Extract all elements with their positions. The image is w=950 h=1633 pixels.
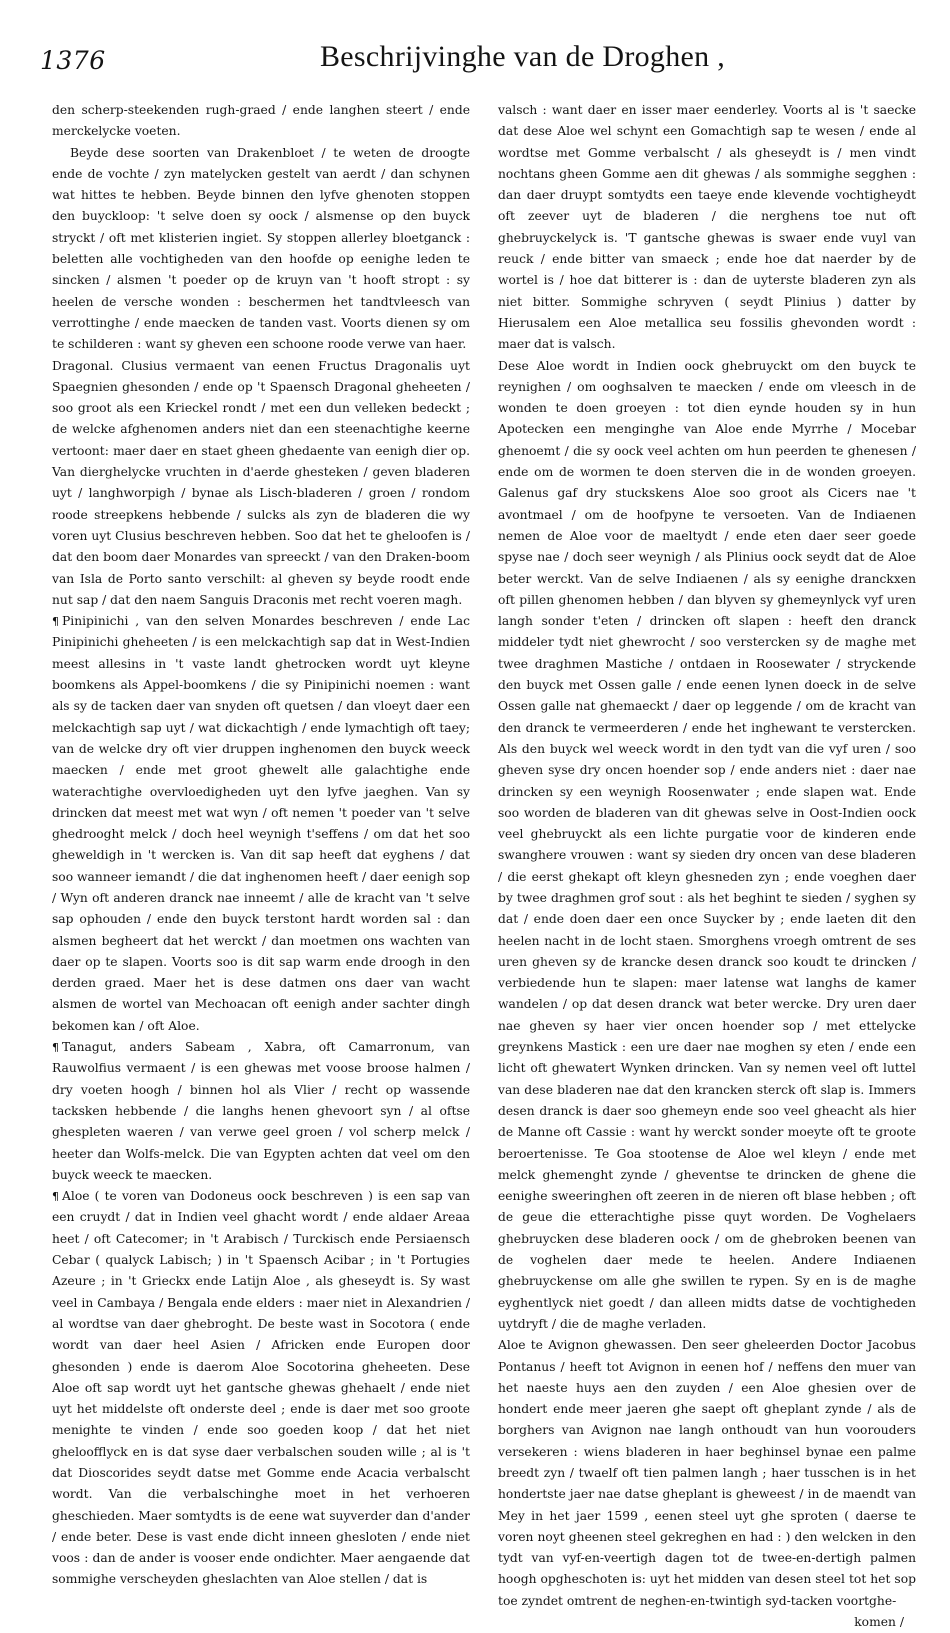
paragraph: [498, 100, 916, 356]
paragraph-text: Dese Aloe wordt in Indien oock ghebruyckt om den buyck te reynighen / om ooghsalven te maecken / ende om vleesch in de wonden te doen groeyen : tot dien eynde houden sy in hun Apotecken een menginghe van Aloe ende Myrrhe / Mocebar ghenoemt / die sy oock veel achten om hun peerden te ghenesen / ende om de wormen te doen sterven die in de wonden groeyen. Galenus gaf dry stuckskens Aloe soo groot als Cicers nae 't avontmael / om de hoofpyne te versoeten. Van de Indiaenen nemen de Aloe voor de maeltydt / ende eten daer seer goede spyse nae / doch seer weynigh / als Plinius oock seydt dat de Aloe beter werckt. Van de selve Indiaenen / als sy eenighe dranckxen oft pillen ghenomen hebben / dan blyven sy ghemeynlyck vyf uren langh sonder t'eten / drincken oft slapen : heeft den dranck middeler tydt niet ghewrocht / soo verstercken sy de maghe met twee draghmen Mastiche / ontdaen in Roosewater / stryckende den buyck met Ossen galle / ende eenen lynen doeck in de selve Ossen galle nat ghemaeckt / daer op leggende / om de kracht van den dranck te vermeerderen / ende het inghewant te verstercken. Als den buyck wel weeck wordt in den tydt van die vyf uren / soo gheven syse dry oncen hoender sop / ende anders niet : daer nae drincken sy een weynigh Roosenwater ; ende slapen wat. Ende soo worden de bladeren van dit ghewas selve in Oost-Indien oock veel ghebruyckt als een lichte purgatie voor de kinderen ende swanghere vrouwen : want sy sieden dry oncen van dese bladeren / die eerst ghekapt oft kleyn ghesneden zyn ; ende voeghen daer by twee draghmen grof sout : als het beghint te sieden / syghen sy dat / ende doen daer een once Suycker by ; ende laeten dit den heelen nacht in de locht staen. Smorghens vroegh omtrent de ses uren gheven sy de krancke desen dranck soo koudt te drincken / verbiedende hun te slapen: maer latense wat langhs de kamer wandelen / op dat desen dranck wat beter wercke. Dry uren daer nae gheven sy haer vier oncen hoender sop / met ettelycke greynkens Mastick : een ure daer nae moghen sy eten / ende een licht oft ghewatert Wynken drincken. Van sy nemen veel oft luttel van dese bladeren nae dat den krancken sterck oft slap is. Immers desen dranck is daer soo ghemeyn ende soo veel gheacht als hier de Manne oft Cassie : want hy werckt sonder moeyte oft te groote beroertenisse. Te Goa stootense de Aloe wel kleyn / ende met melck ghemenght zynde / gheventse te drincken de ghene die eenighe sweeringhen oft zeeren in de nieren oft blase hebben ; oft de geue die etterachtighe pisse quyt worden. De Voghelaers ghebruycken dese bladeren oock / om de ghebroken beenen van de voghelen daer mede te heelen. Andere Indiaenen ghebruyckense om alle ghe swillen te rypen. Sy en is de maghe eyghentlyck niet goedt / dan alleen midts datse de vochtigheden uytdryft / die de maghe verladen.: [498, 358, 916, 1331]
pilcrow-icon: ¶: [52, 1190, 59, 1204]
paragraph-text: Tanagut, anders Sabeam , Xabra, oft Camarronum, van Rauwolfius vermaent / is een ghewas met voose broose halmen / dry voeten hoogh / binnen hol als Vlier / recht op wassende tacksken hebbende / die langhs henen ghevoort syn / al oftse ghespleten waeren / van verwe geel groen / vol scherp melck / heeter dan Wolfs-melck. Die van Egypten achten dat veel om den buyck weeck te maecken.: [52, 1040, 470, 1182]
paragraph-text: valsch : want daer en isser maer eenderley. Voorts al is 't saecke dat dese Aloe wel schynt een Gomachtigh sap te wesen / ende al wordtse met Gomme verbalscht / als gheseydt is / men vindt nochtans gheen Gomme aen dit ghewas / als sommighe segghen : dan daer druypt somtydts een taeye ende klevende vochtigheydt oft zeever uyt de bladeren / die nerghens toe nut oft ghebruyckelyck is. 'T gantsche ghewas is swaer ende vuyl van reuck / ende bitter van smaeck ; ende hoe dat naerder by de wortel is / hoe dat bitterer is : dan de uyterste bladeren zyn als niet bitter. Sommighe schryven ( seydt Plinius ) datter by Hierusalem een Aloe metallica seu fossilis ghevonden wordt : maer dat is valsch.: [498, 103, 916, 352]
paragraph: [52, 1037, 470, 1186]
paragraph-text: Aloe te Avignon ghewassen. Den seer gheleerden Doctor Jacobus Pontanus / heeft tot Avignon in eenen hof / neffens den muer van het naeste huys aen den zuyden / een Aloe ghesien over de hondert ende meer jaeren ghe saept oft gheplant zynde / als de borghers van Avignon nae langh onthoudt van hun voorouders versekeren : wiens bladeren in haer beghinsel bynae een palme breedt zyn / twaelf oft tien palmen langh ; haer tusschen is in het hondertste jaer nae datse gheplant is gheweest / in de maendt van Mey in het jaer 1599 , eenen steel uyt ghe sproten ( daerse te voren noyt gheenen steel gekreghen en had : ) den welcken in den tydt van vyf-en-veertigh dagen tot de twee-en-dertigh palmen hoogh opgheschoten is: uyt het midden van desen steel tot het sop toe zyndet omtrent de neghen-en-twintigh syd-tacken voortghe-: [498, 1338, 916, 1608]
pilcrow-icon: ¶: [52, 1041, 59, 1055]
paragraph-text: Beyde dese soorten van Drakenbloet / te weten de droogte ende de vochte / zyn matelycken gestelt van aerdt / dan schynen wat hittes te hebben. Beyde binnen den lyfve ghenoten stoppen den buyckloop: 't selve doen sy oock / alsmense op den buyck stryckt / oft met klisterien ingiet. Sy stoppen allerley bloetganck : beletten alle vochtigheden van den hoofde op eenighe leden te sincken / alsmen 't poeder op de kruyn van 't hooft stropt : sy heelen de versche wonden : beschermen het tandtvleesch van verrottinghe / ende maecken de tanden vast. Voorts dienen sy om te schilderen : want sy gheven een schoone roode verwe van haer.: [52, 145, 470, 352]
paragraph: [498, 356, 916, 1336]
paragraph-text: Pinipinichi , van den selven Monardes beschreven / ende Lac Pinipinichi gheheeten / is een melckachtigh sap dat in West-Indien meest allesins in 't vaste landt ghetrocken wordt uyt kleyne boomkens als Appel-boomkens / die sy Pinipinichi noemen : want als sy de tacken daer van snyden oft quetsen / dan vloeyt daer een melckachtigh sap uyt / wat dickachtigh / ende lymachtigh oft taey; van de welcke dry oft vier druppen inghenomen den buyck weeck maecken / ende met groot ghewelt alle galachtighe ende waterachtighe overvloedigheden uyt den lyfve jaeghen. Van sy drincken dat meest met wat wyn / oft nemen 't poeder van 't selve ghedrooght melck / doch heel weynigh t'seffens / om dat het soo gheweldigh in 't wercken is. Van dit sap heeft dat eyghens / dat soo wanneer iemandt / die dat inghenomen heeft / daer eenigh sop / Wyn oft anderen dranck nae inneemt / alle de kracht van 't selve sap ophouden / ende den buyck terstont hardt worden sal : dan alsmen begheert dat het werckt / dan moetmen ons wachten van daer op te slapen. Voorts soo is dit sap warm ende droogh in den derden graed. Maer het is dese datmen ons daer van wacht alsmen de wortel van Mechoacan oft eenigh ander sachter dingh bekomen kan / oft Aloe.: [52, 614, 470, 1033]
paragraph: [52, 1186, 470, 1591]
paragraph: [52, 143, 470, 356]
right-column: [498, 100, 916, 1630]
page-header: [40, 40, 920, 96]
catchword: komen /: [854, 1615, 904, 1630]
pilcrow-icon: ¶: [52, 615, 59, 629]
paragraph-text: Dragonal. Clusius vermaent van eenen Fructus Dragonalis uyt Spaegnien ghesonden / ende op 't Spaensch Dragonal gheheeten / soo groot als een Krieckel rondt / met een dun velleken bedeckt ; de welcke afghenomen anders niet dan een steenachtighe keerne vertoont: maer daer en staet gheen ghedaente van eenigh dier op. Van dierghelycke vruchten in d'aerde ghesteken / geven bladeren uyt / langhworpigh / bynae als Lisch-bladeren / groen / rondom roode streepkens hebbende / sulcks als zyn de bladeren die wy voren uyt Clusius beschreven hebben. Soo dat het te gheloofen is / dat den boom daer Monardes van spreeckt / van den Draken-boom van Isla de Porto santo verschilt: al gheven sy beyde roodt ende nut sap / dat den naem Sanguis Draconis met recht voeren magh.: [52, 358, 470, 607]
paragraph-text: Aloe ( te voren van Dodoneus oock beschreven ) is een sap van een cruydt / dat in Indien veel ghacht wordt / ende aldaer Areaa heet / oft Catecomer; in 't Arabisch / Turckisch ende Persiaensch Cebar ( qualyck Labisch; ) in 't Spaensch Acibar ; in 't Portugies Azeure ; in 't Grieckx ende Latijn Aloe , als gheseydt is. Sy wast veel in Cambaya / Bengala ende elders : maer niet in Alexandrien / al wordtse van daer ghebroght. De beste wast in Socotora ( ende wordt van daer heel Asien / Africken ende Europen door ghesonden ) ende is daerom Aloe Socotorina gheheeten. Dese Aloe oft sap wordt uyt het gantsche ghewas ghehaelt / ende niet uyt het middelste oft onderste deel ; ende is daer met soo groote menighte te vinden / ende soo goeden koop / dat het niet gheloofflyck en is dat syse daer verbalschen souden wille ; al is 't dat Dioscorides seydt datse met Gomme ende Acacia verbalscht wordt. Van die verbalschinghe moet in het verhoeren gheschieden. Maer somtydts is de eene wat suyverder dan d'ander / ende beter. Dese is vast ende dicht inneen ghesloten / ende niet voos : dan de ander is vooser ende ondichter. Maer aengaende dat sommighe verscheyden gheslachten van Aloe stellen / dat is: [52, 1189, 470, 1587]
paragraph: [52, 100, 470, 143]
paragraph: [52, 356, 470, 612]
running-title: Beschrijvinghe van de Droghen ,: [320, 40, 726, 73]
paragraph: [52, 611, 470, 1037]
paragraph-text: den scherp-steekenden rugh-graed / ende langhen steert / ende merckelycke voeten.: [52, 103, 470, 139]
page-number: 1376: [40, 46, 106, 75]
paragraph: [498, 1335, 916, 1612]
left-column: [52, 100, 470, 1587]
